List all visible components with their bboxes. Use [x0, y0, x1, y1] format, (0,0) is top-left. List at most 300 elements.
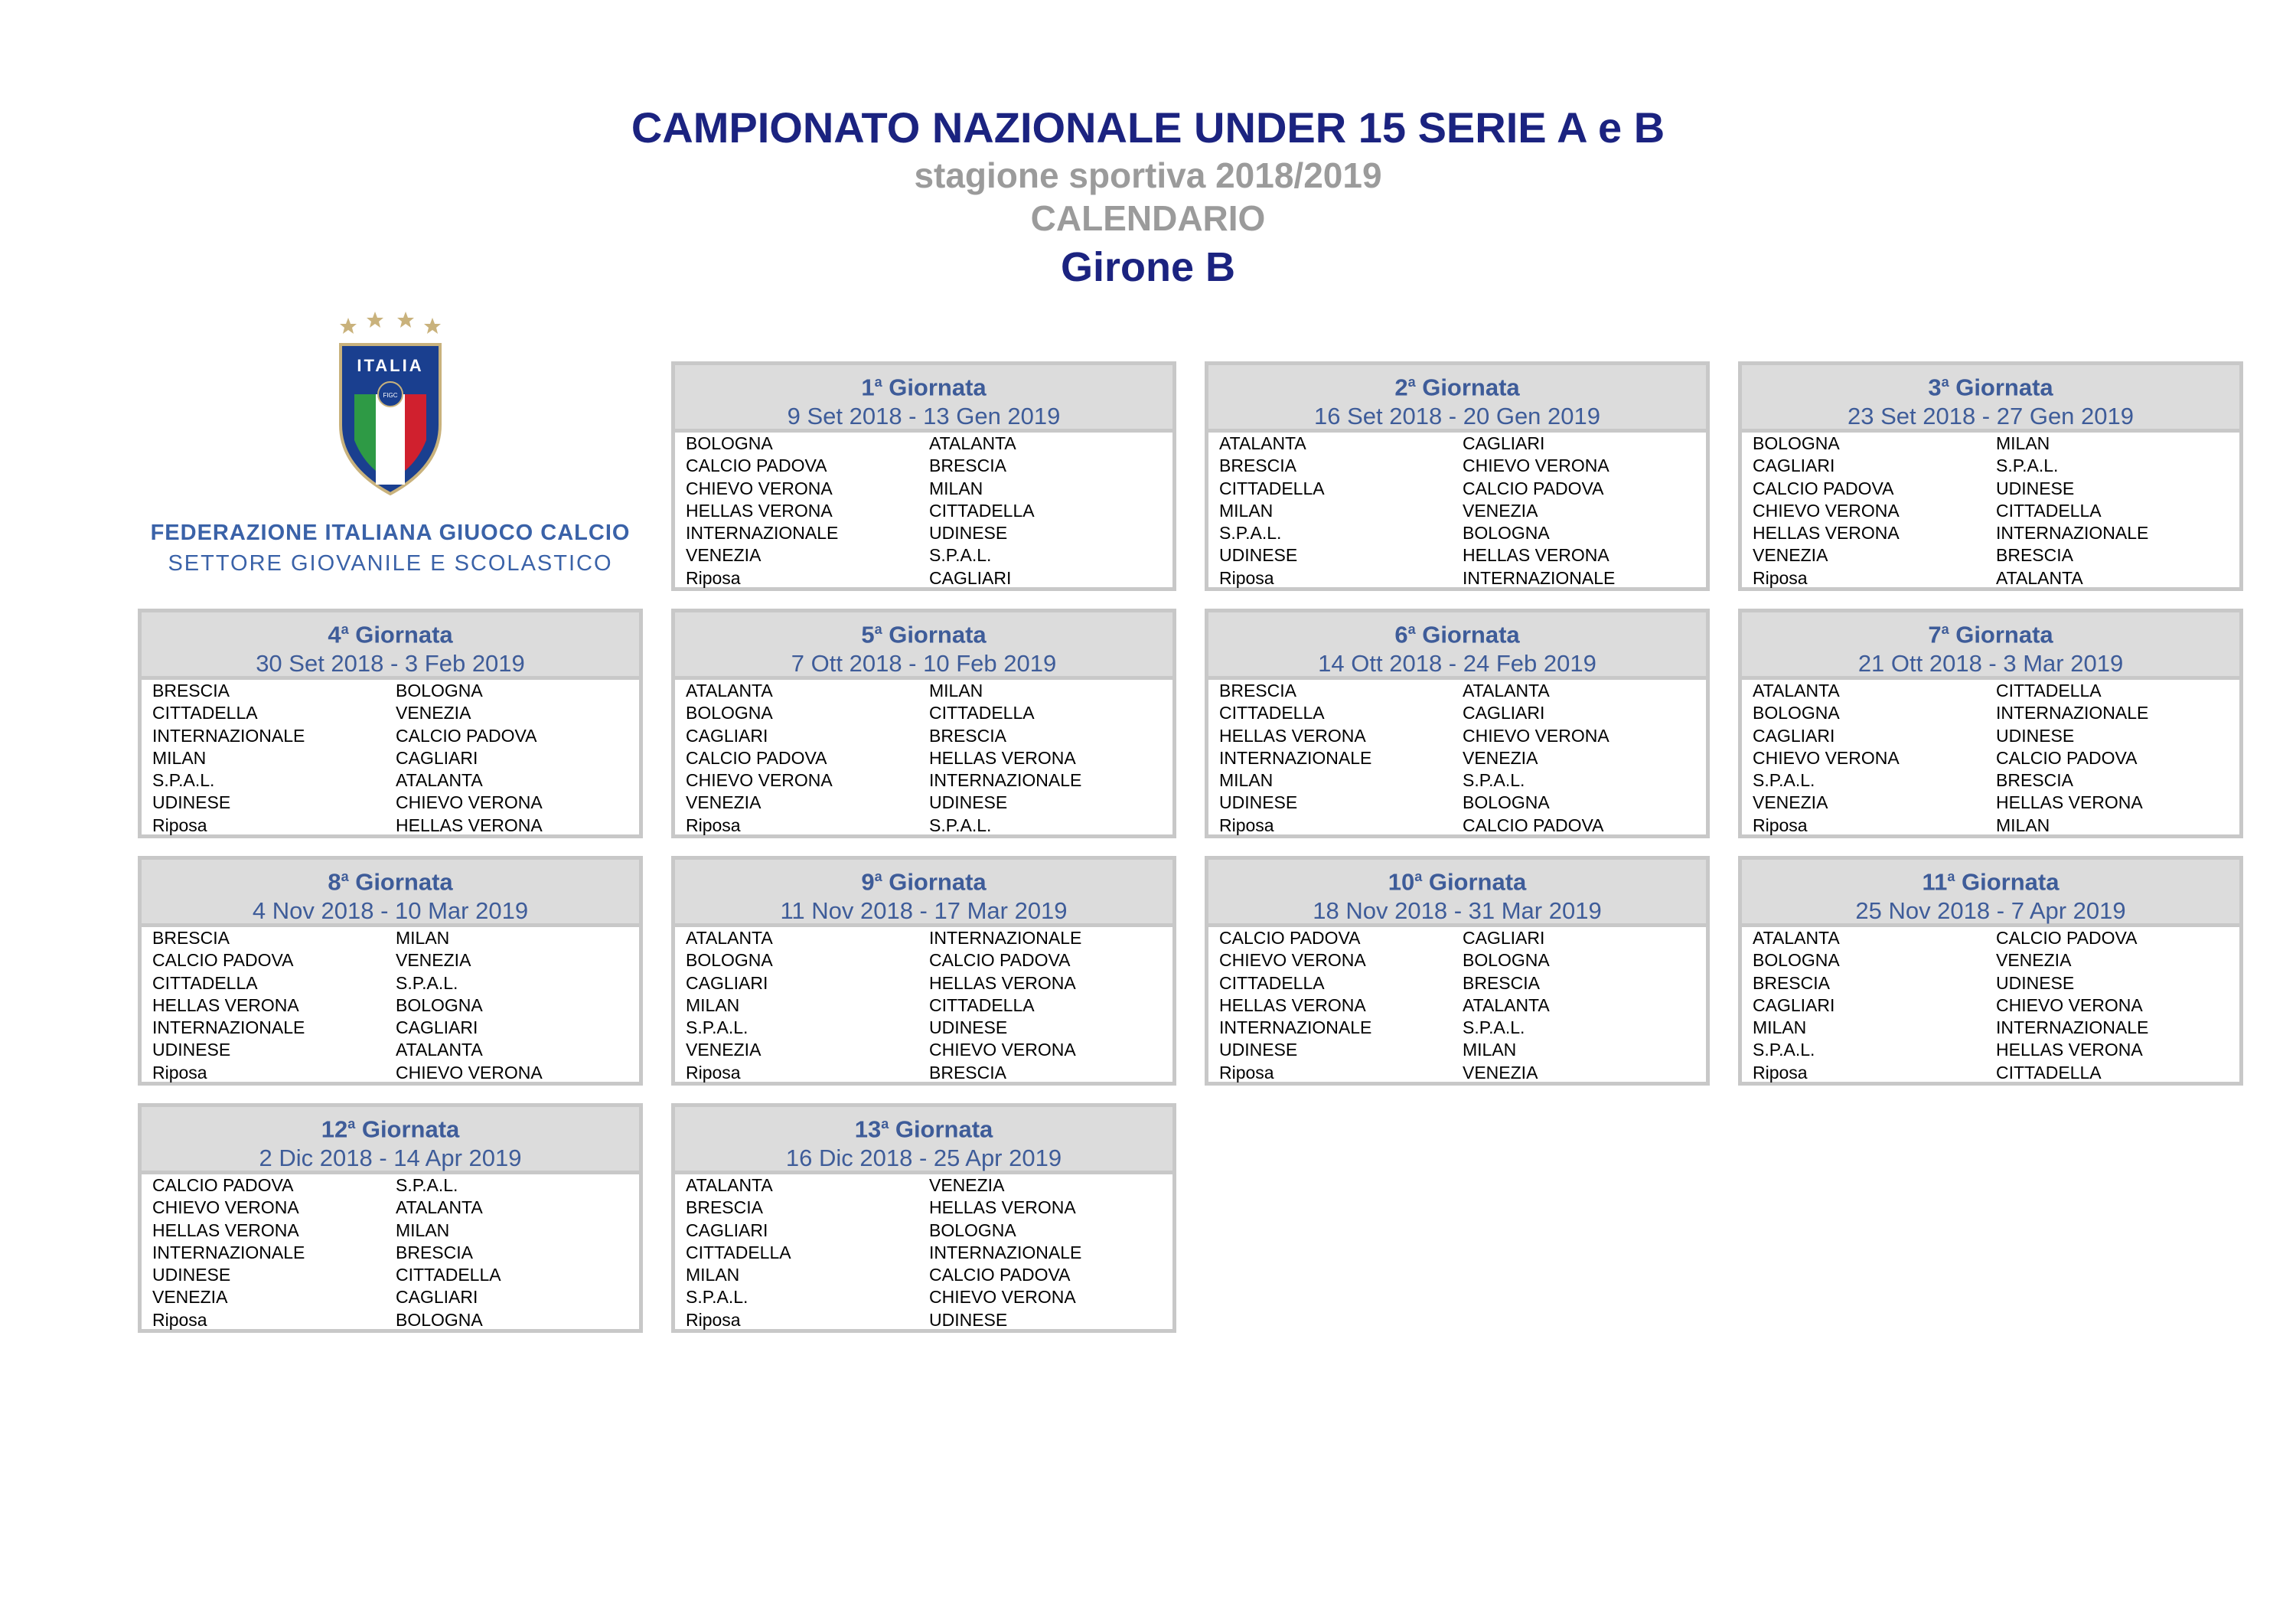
home-team: ATALANTA [1219, 433, 1306, 453]
match-row [1753, 522, 2239, 544]
match-row [152, 702, 639, 724]
home-team: HELLAS VERONA [686, 500, 833, 521]
giornata-header [675, 1107, 1172, 1174]
home-team: CALCIO PADOVA [1753, 478, 1894, 498]
away-team: VENEZIA [1463, 747, 1538, 768]
away-team: BRESCIA [929, 725, 1006, 746]
away-team: ATALANTA [396, 1197, 483, 1218]
home-team: UDINESE [1219, 545, 1298, 566]
giornata-number: 9$^a$ Giornata [861, 868, 987, 896]
rest-label: Riposa [686, 815, 741, 835]
match-row [686, 455, 1172, 477]
away-team: MILAN [1463, 1040, 1517, 1060]
giornata-number: 3$^a$ Giornata [1928, 374, 2053, 401]
away-team: BOLOGNA [1463, 792, 1550, 813]
away-team: VENEZIA [1463, 500, 1538, 521]
away-team: BOLOGNA [396, 681, 483, 700]
home-team: BOLOGNA [686, 703, 773, 723]
match-row [686, 1039, 1172, 1061]
rest-row [1219, 1062, 1706, 1084]
match-row [1753, 972, 2239, 994]
away-team: CALCIO PADOVA [1463, 478, 1604, 498]
crest-monogram: FIGC [383, 392, 398, 399]
away-team: VENEZIA [929, 1175, 1005, 1195]
away-team: BRESCIA [396, 1242, 473, 1262]
away-team: BRESCIA [1996, 545, 2073, 566]
away-team: CALCIO PADOVA [396, 725, 537, 746]
away-team: CITTADELLA [396, 1265, 501, 1285]
away-team: BRESCIA [1996, 770, 2073, 791]
rest-label: Riposa [1219, 1062, 1274, 1083]
match-row [686, 792, 1172, 814]
figc-logo [138, 310, 643, 586]
home-team: ATALANTA [686, 928, 773, 948]
away-team: INTERNAZIONALE [929, 770, 1082, 791]
giornata-dates: 18 Nov 2018 - 31 Mar 2019 [1313, 897, 1602, 925]
match-row [152, 747, 639, 769]
giornata-dates: 4 Nov 2018 - 10 Mar 2019 [252, 897, 529, 925]
away-team: UDINESE [929, 523, 1008, 544]
giornata-header [1208, 612, 1706, 680]
resting-team: BRESCIA [929, 1062, 1006, 1083]
rest-label: Riposa [1219, 567, 1274, 588]
match-row [686, 1286, 1172, 1308]
away-team: CAGLIARI [1463, 928, 1545, 948]
home-team: S.P.A.L. [686, 1017, 748, 1038]
giornata-number: 13$^a$ Giornata [854, 1115, 993, 1143]
away-team: CHIEVO VERONA [1463, 456, 1609, 476]
match-row [152, 1197, 639, 1219]
home-team: CAGLIARI [686, 725, 768, 746]
away-team: MILAN [396, 928, 450, 948]
away-team: S.P.A.L. [396, 1175, 458, 1195]
federation-sector: SETTORE GIOVANILE E SCOLASTICO [168, 551, 613, 576]
match-row [1219, 949, 1706, 972]
giornata-header [675, 612, 1172, 680]
giornata-card [138, 1103, 643, 1333]
away-team: CITTADELLA [1996, 681, 2102, 700]
away-team: CITTADELLA [929, 994, 1035, 1015]
match-row [686, 500, 1172, 522]
rest-label: Riposa [1753, 1062, 1808, 1083]
match-row [1219, 747, 1706, 769]
match-row [686, 1264, 1172, 1286]
away-team: HELLAS VERONA [1996, 1040, 2143, 1060]
away-team: ATALANTA [929, 433, 1016, 453]
rest-row [152, 1062, 639, 1084]
giornata-card [671, 361, 1176, 591]
match-row [1219, 500, 1706, 522]
crest-text: ITALIA [357, 356, 424, 375]
away-team: BOLOGNA [1463, 950, 1550, 971]
match-row [152, 725, 639, 747]
rest-label: Riposa [1753, 815, 1808, 835]
home-team: BRESCIA [686, 1197, 763, 1218]
match-row [1753, 769, 2239, 792]
rest-row [686, 815, 1172, 837]
home-team: HELLAS VERONA [152, 994, 299, 1015]
four-stars-icon [340, 312, 441, 334]
match-row [152, 1039, 639, 1061]
home-team: S.P.A.L. [686, 1287, 748, 1308]
rest-label: Riposa [152, 1062, 207, 1083]
rest-row [152, 1309, 639, 1331]
match-row [152, 1286, 639, 1308]
rest-row [686, 1309, 1172, 1331]
match-row [1753, 1039, 2239, 1061]
match-row [686, 1242, 1172, 1264]
home-team: CALCIO PADOVA [1219, 928, 1361, 948]
giornata-header [1742, 860, 2239, 927]
away-team: MILAN [1996, 433, 2050, 453]
away-team: CAGLIARI [396, 747, 478, 768]
giornata-dates: 9 Set 2018 - 13 Gen 2019 [787, 403, 1061, 430]
home-team: INTERNAZIONALE [152, 725, 305, 746]
home-team: CHIEVO VERONA [1753, 500, 1900, 521]
home-team: VENEZIA [686, 792, 762, 813]
match-row [1219, 1017, 1706, 1039]
giornata-header [1742, 365, 2239, 433]
giornata-number: 8$^a$ Giornata [328, 868, 453, 896]
home-team: CITTADELLA [152, 972, 258, 993]
home-team: S.P.A.L. [152, 770, 215, 791]
away-team: INTERNAZIONALE [929, 928, 1082, 948]
away-team: HELLAS VERONA [1463, 545, 1609, 566]
match-row [1753, 500, 2239, 522]
home-team: MILAN [152, 747, 207, 768]
match-row [152, 1220, 639, 1242]
home-team: CALCIO PADOVA [152, 1175, 294, 1195]
match-row [1753, 927, 2239, 949]
home-team: UDINESE [1219, 1040, 1298, 1060]
group-title: Girone B [1060, 244, 1236, 290]
rest-row [1753, 567, 2239, 589]
match-row [152, 769, 639, 792]
home-team: MILAN [1753, 1017, 1807, 1038]
home-team: S.P.A.L. [1219, 523, 1282, 544]
home-team: CALCIO PADOVA [152, 950, 294, 971]
home-team: MILAN [1219, 770, 1274, 791]
page-title: CAMPIONATO NAZIONALE UNDER 15 SERIE A e B [631, 103, 1665, 152]
away-team: CITTADELLA [929, 703, 1035, 723]
rest-row [1753, 815, 2239, 837]
home-team: CAGLIARI [1753, 725, 1835, 746]
rest-label: Riposa [152, 815, 207, 835]
match-row [686, 478, 1172, 500]
away-team: VENEZIA [396, 950, 471, 971]
giornata-card [671, 856, 1176, 1086]
away-team: CALCIO PADOVA [929, 1265, 1071, 1285]
home-team: CALCIO PADOVA [686, 747, 827, 768]
home-team: VENEZIA [1753, 792, 1828, 813]
home-team: BOLOGNA [1753, 433, 1840, 453]
giornata-number: 6$^a$ Giornata [1394, 621, 1520, 648]
match-row [686, 1017, 1172, 1039]
match-row [152, 1264, 639, 1286]
home-team: VENEZIA [686, 1040, 762, 1060]
away-team: CITTADELLA [1996, 500, 2102, 521]
giornata-dates: 11 Nov 2018 - 17 Mar 2019 [780, 897, 1068, 925]
away-team: CAGLIARI [396, 1017, 478, 1038]
match-row [152, 1242, 639, 1264]
home-team: BRESCIA [152, 681, 230, 700]
home-team: CITTADELLA [1219, 478, 1325, 498]
match-row [1219, 972, 1706, 994]
home-team: CHIEVO VERONA [152, 1197, 299, 1218]
home-team: CHIEVO VERONA [686, 770, 833, 791]
resting-team: VENEZIA [1463, 1062, 1538, 1083]
away-team: INTERNAZIONALE [1996, 523, 2149, 544]
away-team: INTERNAZIONALE [1996, 1017, 2149, 1038]
away-team: CALCIO PADOVA [1996, 928, 2138, 948]
rest-row [1219, 815, 1706, 837]
match-row [1753, 725, 2239, 747]
rest-label: Riposa [686, 1309, 741, 1330]
home-team: MILAN [686, 1265, 740, 1285]
match-row [686, 972, 1172, 994]
rest-label: Riposa [686, 567, 741, 588]
rest-row [1219, 567, 1706, 589]
away-team: UDINESE [929, 792, 1008, 813]
match-row [152, 927, 639, 949]
resting-team: ATALANTA [1996, 567, 2083, 588]
away-team: CAGLIARI [396, 1287, 478, 1308]
rest-label: Riposa [686, 1062, 741, 1083]
home-team: BOLOGNA [1753, 703, 1840, 723]
away-team: CHIEVO VERONA [929, 1040, 1076, 1060]
match-row [686, 747, 1172, 769]
away-team: UDINESE [1996, 478, 2075, 498]
away-team: CHIEVO VERONA [396, 792, 543, 813]
away-team: ATALANTA [1463, 994, 1550, 1015]
home-team: UDINESE [152, 792, 231, 813]
home-team: BOLOGNA [686, 433, 773, 453]
giornata-number: 11$^a$ Giornata [1922, 868, 2060, 896]
resting-team: MILAN [1996, 815, 2050, 835]
match-row [1219, 455, 1706, 477]
match-row [686, 433, 1172, 455]
match-row [686, 544, 1172, 567]
away-team: CAGLIARI [1463, 433, 1545, 453]
rest-row [1753, 1062, 2239, 1084]
away-team: INTERNAZIONALE [929, 1242, 1082, 1262]
away-team: CHIEVO VERONA [929, 1287, 1076, 1308]
resting-team: CALCIO PADOVA [1463, 815, 1604, 835]
giornata-card [138, 856, 643, 1086]
home-team: INTERNAZIONALE [152, 1017, 305, 1038]
away-team: S.P.A.L. [396, 972, 458, 993]
match-row [1219, 1039, 1706, 1061]
match-row [686, 994, 1172, 1017]
giornata-number: 5$^a$ Giornata [861, 621, 987, 648]
home-team: HELLAS VERONA [1219, 994, 1366, 1015]
home-team: CHIEVO VERONA [1753, 747, 1900, 768]
match-row [686, 1174, 1172, 1197]
away-team: S.P.A.L. [1463, 770, 1525, 791]
match-row [1753, 747, 2239, 769]
match-row [152, 1174, 639, 1197]
match-row [1219, 522, 1706, 544]
giornata-card [1205, 361, 1710, 591]
home-team: HELLAS VERONA [1219, 725, 1366, 746]
match-row [1753, 455, 2239, 477]
away-team: MILAN [929, 681, 983, 700]
match-row [1219, 927, 1706, 949]
match-row [1753, 478, 2239, 500]
home-team: CAGLIARI [686, 1220, 768, 1240]
away-team: VENEZIA [1996, 950, 2072, 971]
home-team: HELLAS VERONA [1753, 523, 1900, 544]
away-team: HELLAS VERONA [1996, 792, 2143, 813]
giornata-number: 7$^a$ Giornata [1928, 621, 2053, 648]
match-row [1753, 680, 2239, 702]
away-team: MILAN [929, 478, 983, 498]
home-team: CITTADELLA [686, 1242, 791, 1262]
home-team: UDINESE [152, 1265, 231, 1285]
away-team: ATALANTA [396, 770, 483, 791]
match-row [1753, 792, 2239, 814]
away-team: UDINESE [1996, 972, 2075, 993]
match-row [1219, 544, 1706, 567]
giornata-number: 4$^a$ Giornata [328, 621, 453, 648]
resting-team: UDINESE [929, 1309, 1008, 1330]
resting-team: CAGLIARI [929, 567, 1012, 588]
away-team: ATALANTA [1463, 681, 1550, 700]
resting-team: HELLAS VERONA [396, 815, 543, 835]
away-team: CITTADELLA [929, 500, 1035, 521]
match-row [1219, 792, 1706, 814]
match-row [1753, 544, 2239, 567]
away-team: HELLAS VERONA [929, 972, 1076, 993]
away-team: CHIEVO VERONA [1463, 725, 1609, 746]
match-row [152, 792, 639, 814]
giornata-dates: 23 Set 2018 - 27 Gen 2019 [1847, 403, 2134, 430]
match-row [1753, 1017, 2239, 1039]
away-team: BRESCIA [1463, 972, 1540, 993]
giornata-card [138, 609, 643, 838]
home-team: S.P.A.L. [1753, 1040, 1815, 1060]
home-team: BRESCIA [1219, 456, 1296, 476]
away-team: HELLAS VERONA [929, 747, 1076, 768]
giornata-header [675, 860, 1172, 927]
giornata-card [1205, 609, 1710, 838]
resting-team: CHIEVO VERONA [396, 1062, 543, 1083]
home-team: CALCIO PADOVA [686, 456, 827, 476]
away-team: CALCIO PADOVA [1996, 747, 2138, 768]
resting-team: BOLOGNA [396, 1309, 483, 1330]
away-team: BOLOGNA [396, 994, 483, 1015]
away-team: CALCIO PADOVA [929, 950, 1071, 971]
giornata-dates: 14 Ott 2018 - 24 Feb 2019 [1318, 650, 1596, 678]
giornata-dates: 7 Ott 2018 - 10 Feb 2019 [791, 650, 1057, 678]
resting-team: INTERNAZIONALE [1463, 567, 1616, 588]
match-row [1219, 433, 1706, 455]
figc-crest-icon [333, 310, 448, 501]
giornata-header [142, 1107, 639, 1174]
giornata-header [142, 612, 639, 680]
home-team: ATALANTA [1753, 681, 1840, 700]
home-team: ATALANTA [686, 1175, 773, 1195]
giornata-header [675, 365, 1172, 433]
home-team: UDINESE [1219, 792, 1298, 813]
match-row [1219, 994, 1706, 1017]
match-row [686, 1220, 1172, 1242]
calendar-subtitle: CALENDARIO [1030, 198, 1266, 238]
match-row [152, 972, 639, 994]
home-team: S.P.A.L. [1753, 770, 1815, 791]
home-team: INTERNAZIONALE [152, 1242, 305, 1262]
match-row [1219, 769, 1706, 792]
match-row [1753, 433, 2239, 455]
home-team: VENEZIA [1753, 545, 1828, 566]
away-team: BOLOGNA [1463, 523, 1550, 544]
giornata-dates: 16 Dic 2018 - 25 Apr 2019 [785, 1145, 1062, 1172]
home-team: INTERNAZIONALE [686, 523, 839, 544]
giornata-dates: 21 Ott 2018 - 3 Mar 2019 [1857, 650, 2124, 678]
match-row [686, 725, 1172, 747]
match-row [686, 522, 1172, 544]
home-team: MILAN [1219, 500, 1274, 521]
match-row [1219, 680, 1706, 702]
match-row [1753, 702, 2239, 724]
match-row [1753, 949, 2239, 972]
home-team: CAGLIARI [1753, 456, 1835, 476]
match-row [686, 1197, 1172, 1219]
giornata-card [1205, 856, 1710, 1086]
rest-label: Riposa [152, 1309, 207, 1330]
match-row [1753, 994, 2239, 1017]
match-row [686, 702, 1172, 724]
match-row [686, 949, 1172, 972]
giornata-header [1208, 365, 1706, 433]
rest-row [686, 567, 1172, 589]
home-team: MILAN [686, 994, 740, 1015]
home-team: ATALANTA [686, 681, 773, 700]
giornata-number: 1$^a$ Giornata [861, 374, 987, 401]
resting-team: S.P.A.L. [929, 815, 992, 835]
giornata-header [142, 860, 639, 927]
giornata-dates: 16 Set 2018 - 20 Gen 2019 [1313, 403, 1600, 430]
giornata-dates: 30 Set 2018 - 3 Feb 2019 [256, 650, 525, 678]
match-row [152, 994, 639, 1017]
home-team: CAGLIARI [686, 972, 768, 993]
home-team: BRESCIA [1753, 972, 1830, 993]
season-subtitle: stagione sportiva 2018/2019 [914, 155, 1382, 195]
away-team: S.P.A.L. [929, 545, 992, 566]
giornata-card [1738, 609, 2243, 838]
giornata-header [1742, 612, 2239, 680]
rest-label: Riposa [1219, 815, 1274, 835]
giornata-dates: 25 Nov 2018 - 7 Apr 2019 [1855, 897, 2126, 925]
giornata-number: 10$^a$ Giornata [1388, 868, 1527, 896]
giornata-card [671, 1103, 1176, 1333]
away-team: BOLOGNA [929, 1220, 1016, 1240]
home-team: CHIEVO VERONA [686, 478, 833, 498]
home-team: CHIEVO VERONA [1219, 950, 1366, 971]
resting-team: CITTADELLA [1996, 1062, 2102, 1083]
home-team: VENEZIA [686, 545, 762, 566]
away-team: S.P.A.L. [1996, 456, 2059, 476]
federation-name: FEDERAZIONE ITALIANA GIUOCO CALCIO [150, 521, 631, 545]
away-team: INTERNAZIONALE [1996, 703, 2149, 723]
away-team: UDINESE [929, 1017, 1008, 1038]
home-team: CAGLIARI [1753, 994, 1835, 1015]
away-team: S.P.A.L. [1463, 1017, 1525, 1038]
giornata-number: 2$^a$ Giornata [1394, 374, 1520, 401]
home-team: CITTADELLA [1219, 972, 1325, 993]
giornata-card [671, 609, 1176, 838]
away-team: HELLAS VERONA [929, 1197, 1076, 1218]
